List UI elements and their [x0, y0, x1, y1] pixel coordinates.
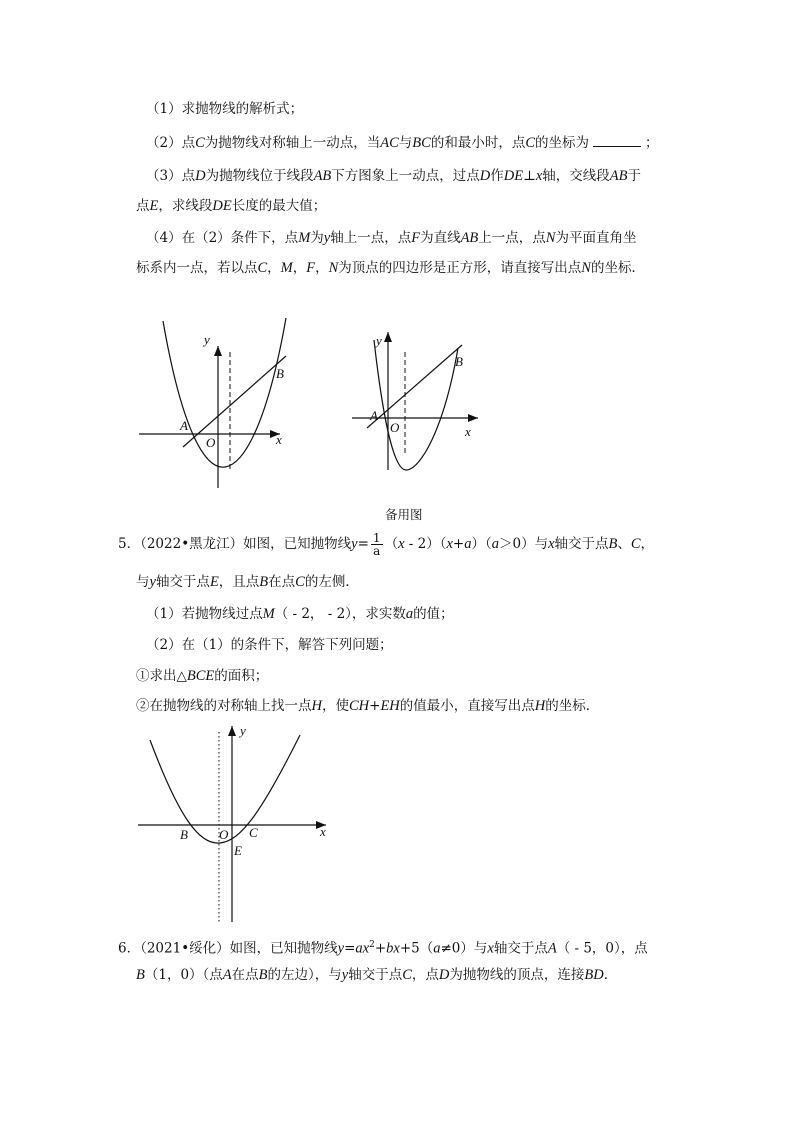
q5-sub1: ①求出△BCE的面积；	[136, 668, 269, 684]
q4-part2: （2）点C为抛物线对称轴上一动点，当AC与BC的和最小时，点C的坐标为 ；	[146, 135, 659, 151]
label-o: O	[219, 827, 229, 842]
label-a: A	[180, 418, 188, 433]
q6-line1: 6．（2021•绥化）如图，已知抛物线$y=ax^2+bx+5(a\ne 0)$与x轴交于点A（ - 5，0），点	[118, 940, 648, 957]
q5-part1: （1）若抛物线过点M（ - 2， - 2），求实数a的值；	[146, 606, 454, 622]
label-e: E	[234, 843, 242, 858]
label-b: B	[180, 827, 188, 842]
q6-line2: B（1，0）（点A在点B的左边），与y轴交于点C，点D为抛物线的顶点，连接BD．	[136, 967, 618, 983]
label-y: y	[376, 333, 382, 348]
y-axis-arrow	[228, 726, 236, 736]
label-x: x	[320, 824, 326, 839]
q4-part4-line2: 标系内一点，若以点C，M，F，N为顶点的四边形是正方形，请直接写出点N的坐标．	[136, 260, 645, 276]
q5-line2: 与y轴交于点E，且点B在点C的左侧．	[136, 574, 359, 590]
q5-part2: （2）在（1）的条件下，解答下列问题；	[146, 637, 393, 653]
q4-part3-line1: （3）点D为抛物线位于线段AB下方图象上一动点，过点D作DE⊥x轴，交线段AB于	[146, 168, 641, 184]
label-y: y	[240, 723, 246, 738]
label-c: C	[249, 825, 258, 840]
figure-caption: 备用图	[385, 507, 423, 522]
q5-sub2: ②在抛物线的对称轴上找一点H，使CH+EH的值最小，直接写出点H的坐标．	[136, 698, 600, 714]
label-y: y	[204, 332, 210, 347]
label-b: B	[455, 354, 463, 369]
label-b: B	[276, 366, 284, 381]
label-x: x	[465, 424, 471, 439]
q4-part4-line1: （4）在（2）条件下，点M为y轴上一点，点F为直线AB上一点，点N为平面直角坐	[146, 230, 637, 246]
label-x: x	[276, 432, 282, 447]
q4-part3-line2: 点E，求线段DE长度的最大值；	[136, 198, 327, 214]
label-o: O	[206, 435, 216, 450]
q5-line1: 5．（2022•黑龙江）如图，已知抛物线y= $\frac{1}{a}$ （x - 2）（x+a）（a＞0）与x轴交于点B、C，	[118, 531, 655, 558]
label-o: O	[390, 420, 400, 435]
fraction: $\frac{1}{a}$	[372, 531, 381, 558]
label-a: A	[370, 408, 378, 423]
q4-part1: （1）求抛物线的解析式；	[146, 101, 304, 117]
